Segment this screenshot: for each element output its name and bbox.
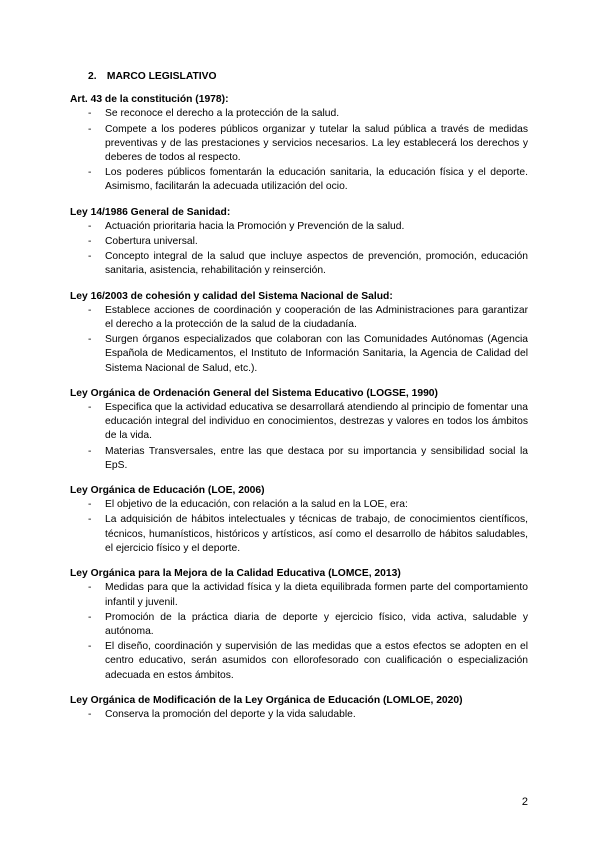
law-title: Ley Orgánica de Ordenación General del Sistema Educativo (LOGSE, 1990): [70, 387, 438, 399]
list-item: [70, 708, 528, 722]
law-section: [70, 387, 528, 473]
dash-bullet-icon: -: [88, 402, 92, 414]
law-section: [70, 290, 528, 376]
list-item: [70, 235, 528, 249]
dash-bullet-icon: -: [88, 708, 92, 720]
list-item-text: Promoción de la práctica diaria de deporte y ejercicio físico, vida activa, saludable y autónoma.: [105, 611, 528, 637]
law-items: [70, 498, 528, 556]
law-items: [70, 581, 528, 682]
list-item: [70, 166, 528, 194]
list-item: [70, 581, 528, 609]
list-item-text: Concepto integral de la salud que incluye aspectos de prevención, promoción, educación sanitaria, asistencia, rehabilitación y reinserción.: [105, 251, 528, 277]
dash-bullet-icon: -: [88, 304, 92, 316]
law-title: Art. 43 de la constitución (1978):: [70, 94, 229, 106]
list-item-text: Establece acciones de coordinación y cooperación de las Administraciones para garantizar el derecho a la protección de la salud de la ciudadanía.: [105, 304, 528, 331]
law-section: [70, 567, 528, 683]
dash-bullet-icon: -: [88, 334, 92, 346]
page-content: [70, 70, 528, 733]
law-list: [70, 93, 528, 722]
list-item-text: La adquisición de hábitos intelectuales y técnicas de trabajo, de conocimientos científicos, técnicos, humanísticos, históricos y artísticos, así como el desarrollo de hábitos saludables, el ejercicio físico y el deporte.: [105, 514, 528, 554]
section-title: MARCO LEGISLATIVO: [106, 71, 217, 82]
list-item: [70, 220, 528, 234]
dash-bullet-icon: -: [88, 108, 92, 120]
dash-bullet-icon: -: [88, 220, 92, 232]
dash-bullet-icon: -: [88, 641, 92, 653]
dash-bullet-icon: -: [88, 251, 92, 263]
list-item-text: Compete a los poderes públicos organizar y tutelar la salud pública a través de medidas preventivas y de las prestaciones y servicios necesarios. La ley establecerá los derechos y deberes de todos al respecto.: [105, 123, 528, 164]
list-item-text: Conserva la promoción del deporte y la vida saludable.: [105, 708, 356, 720]
list-item: [70, 498, 528, 512]
dash-bullet-icon: -: [88, 611, 92, 623]
law-section: [70, 206, 528, 279]
dash-bullet-icon: -: [88, 123, 92, 135]
dash-bullet-icon: -: [88, 499, 92, 511]
list-item-text: Actuación prioritaria hacia la Promoción y Prevención de la salud.: [105, 220, 405, 232]
law-section: [70, 484, 528, 556]
list-item-text: Surgen órganos especializados que colaboran con las Comunidades Autónomas (Agencia Española de Medicamentos, el Instituto de Información Sanitaria, la Agencia de Calidad del Sistema Nacional de Salud, etc.).: [105, 334, 528, 374]
list-item-text: Medidas para que la actividad física y la dieta equilibrada formen parte del comportamiento infantil y juvenil.: [105, 582, 528, 608]
dash-bullet-icon: -: [88, 582, 92, 594]
law-section: [70, 694, 528, 722]
list-item: [70, 107, 528, 121]
section-number: 2.: [88, 71, 97, 82]
law-items: [70, 220, 528, 279]
list-item-text: Materias Transversales, entre las que destaca por su importancia y sensibilidad social la EpS.: [105, 445, 528, 471]
list-item: [70, 640, 528, 683]
section-heading: [88, 70, 528, 84]
law-title: Ley Orgánica para la Mejora de la Calidad Educativa (LOMCE, 2013): [70, 568, 401, 580]
law-title: Ley Orgánica de Educación (LOE, 2006): [70, 485, 265, 497]
dash-bullet-icon: -: [88, 167, 92, 179]
dash-bullet-icon: -: [88, 445, 92, 457]
list-item-text: Los poderes públicos fomentarán la educación sanitaria, la educación física y el deporte. Asimismo, facilitarán la adecuada utilización del ocio.: [105, 167, 528, 193]
law-items: [70, 107, 528, 194]
list-item: [70, 513, 528, 556]
list-item: [70, 123, 528, 166]
list-item-text: El diseño, coordinación y supervisión de las medidas que a estos efectos se adopten en el centro educativo, serán asumidos con ellorofesorado con cualificación o especialización adecuada en estos ámbitos.: [105, 641, 528, 681]
law-title: Ley Orgánica de Modificación de la Ley Orgánica de Educación (LOMLOE, 2020): [70, 694, 463, 706]
law-items: [70, 708, 528, 722]
law-title: Ley 14/1986 General de Sanidad:: [70, 206, 231, 218]
law-items: [70, 304, 528, 376]
page-number: 2: [521, 796, 528, 808]
list-item: [70, 250, 528, 278]
law-title: Ley 16/2003 de cohesión y calidad del Sistema Nacional de Salud:: [70, 290, 393, 302]
list-item-text: El objetivo de la educación, con relación a la salud en la LOE, era:: [105, 499, 408, 511]
list-item: [70, 445, 528, 473]
list-item: [70, 304, 528, 332]
list-item-text: Se reconoce el derecho a la protección de la salud.: [105, 108, 340, 120]
list-item-text: Especifica que la actividad educativa se desarrollará atendiendo al principio de fomentar una educación integral del individuo en conocimientos, destrezas y valores en todos los ámbitos de la vida.: [105, 402, 529, 442]
dash-bullet-icon: -: [88, 236, 92, 248]
list-item: [70, 611, 528, 639]
list-item: [70, 401, 528, 444]
dash-bullet-icon: -: [88, 514, 92, 526]
list-item-text: Cobertura universal.: [105, 236, 198, 248]
list-item: [70, 333, 528, 376]
law-section: [70, 93, 528, 194]
law-items: [70, 401, 528, 473]
